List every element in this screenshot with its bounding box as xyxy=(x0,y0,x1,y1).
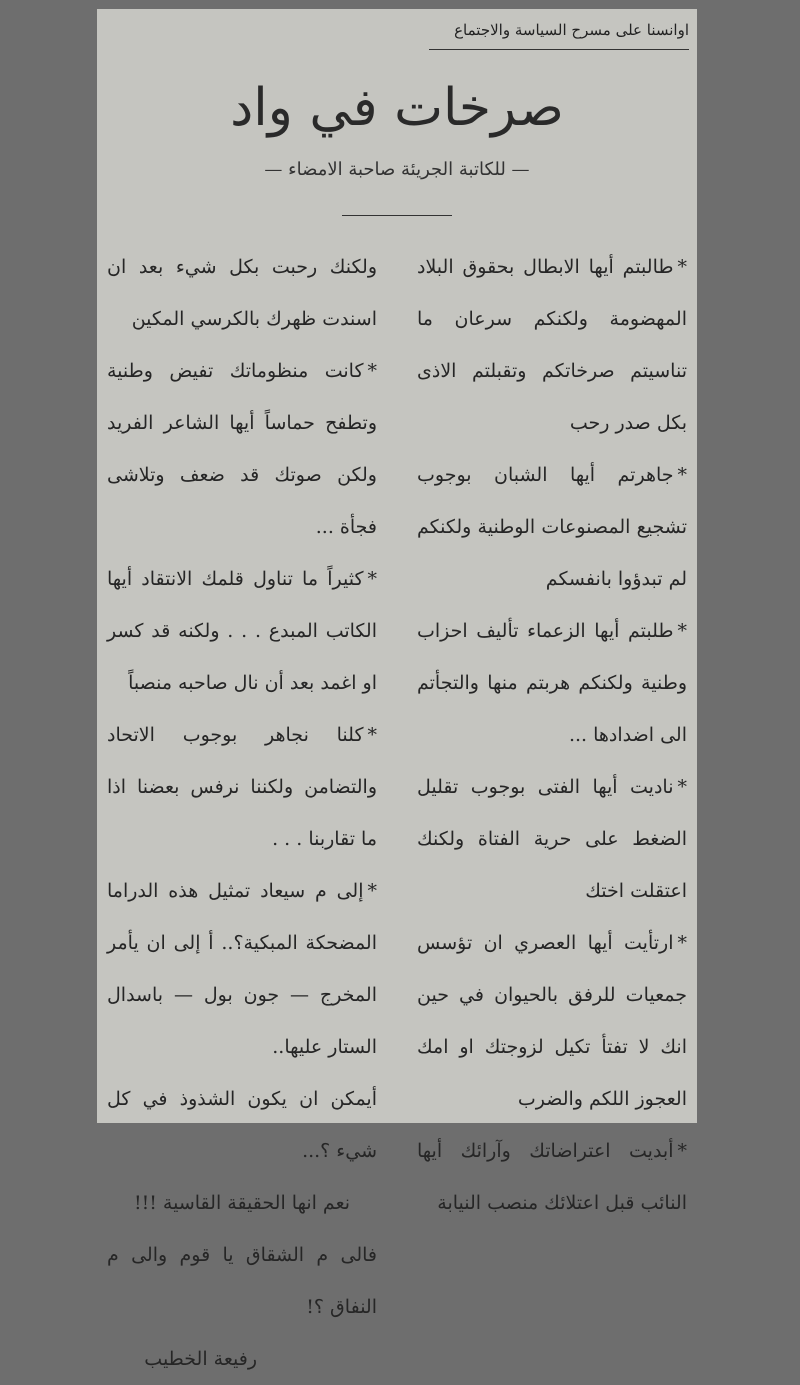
paragraph: أيمكن ان يكون الشذوذ في كل شيء ؟... xyxy=(107,1088,377,1162)
paragraph: *أبديت اعتراضاتك وآرائك أيها النائب قبل اعتلائك منصب النيابة xyxy=(417,1140,687,1214)
asterisk-mark: * xyxy=(677,464,687,486)
right-column xyxy=(417,241,687,1229)
asterisk-mark: * xyxy=(677,256,687,278)
paragraph: *إلى م سيعاد تمثيل هذه الدراما المضحكة المبكية؟.. أ إلى ان يأمر المخرج — جون بول — باسدال الستار عليها.. xyxy=(107,880,377,1058)
closing-line: فالى م الشقاق يا قوم والى م النفاق ؟! xyxy=(107,1244,377,1318)
paragraph: *كلنا نجاهر بوجوب الاتحاد والتضامن ولكننا نرفس بعضنا اذا ما تقاربنا . . . xyxy=(107,724,377,850)
asterisk-mark: * xyxy=(677,932,687,954)
asterisk-mark: * xyxy=(367,568,377,590)
section-header: اوانسنا على مسرح السياسة والاجتماع xyxy=(429,15,689,50)
paragraph: *طالبتم أيها الابطال بحقوق البلاد المهضومة ولكنكم سرعان ما تناسيتم صرخاتكم وتقبلتم الاذى بكل صدر رحب xyxy=(417,256,687,434)
asterisk-mark: * xyxy=(367,360,377,382)
author-signature: رفيعة الخطيب xyxy=(144,1348,257,1370)
left-column xyxy=(107,241,377,1385)
paragraph: *ارتأيت أيها العصري ان تؤسس جمعيات للرفق بالحيوان في حين انك لا تفتأ تكيل لزوجتك او امك العجوز اللكم والضرب xyxy=(417,932,687,1110)
paragraph: *جاهرتم أيها الشبان بوجوب تشجيع المصنوعات الوطنية ولكنكم لم تبدؤوا بانفسكم xyxy=(417,464,687,590)
asterisk-mark: * xyxy=(677,776,687,798)
asterisk-mark: * xyxy=(367,880,377,902)
paragraph: *ناديت أيها الفتى بوجوب تقليل الضغط على حرية الفتاة ولكنك اعتقلت اختك xyxy=(417,776,687,902)
asterisk-mark: * xyxy=(677,620,687,642)
paragraph-continued: ولكنك رحبت بكل شيء بعد ان اسندت ظهرك بالكرسي المكين xyxy=(107,256,377,330)
article-title: صرخات في واد xyxy=(230,78,564,138)
asterisk-mark: * xyxy=(367,724,377,746)
paragraph: *كانت منظوماتك تفيض وطنية وتطفح حماساً أيها الشاعر الفريد ولكن صوتك قد ضعف وتلاشى فجأة ... xyxy=(107,360,377,538)
paragraph: *كثيراً ما تناول قلمك الانتقاد أيها الكاتب المبدع . . . ولكنه قد كسر او اغمد بعد أن نال صاحبه منصباً xyxy=(107,568,377,694)
title-divider xyxy=(342,215,452,216)
paragraph: *طلبتم أيها الزعماء تأليف احزاب وطنية ولكنكم هربتم منها والتجأتم الى اضدادها ... xyxy=(417,620,687,746)
article-subtitle: — للكاتبة الجريئة صاحبة الامضاء — xyxy=(264,159,530,180)
asterisk-mark: * xyxy=(677,1140,687,1162)
closing-line: نعم انها الحقيقة القاسية !!! xyxy=(133,1192,351,1214)
newspaper-page xyxy=(97,9,697,1370)
